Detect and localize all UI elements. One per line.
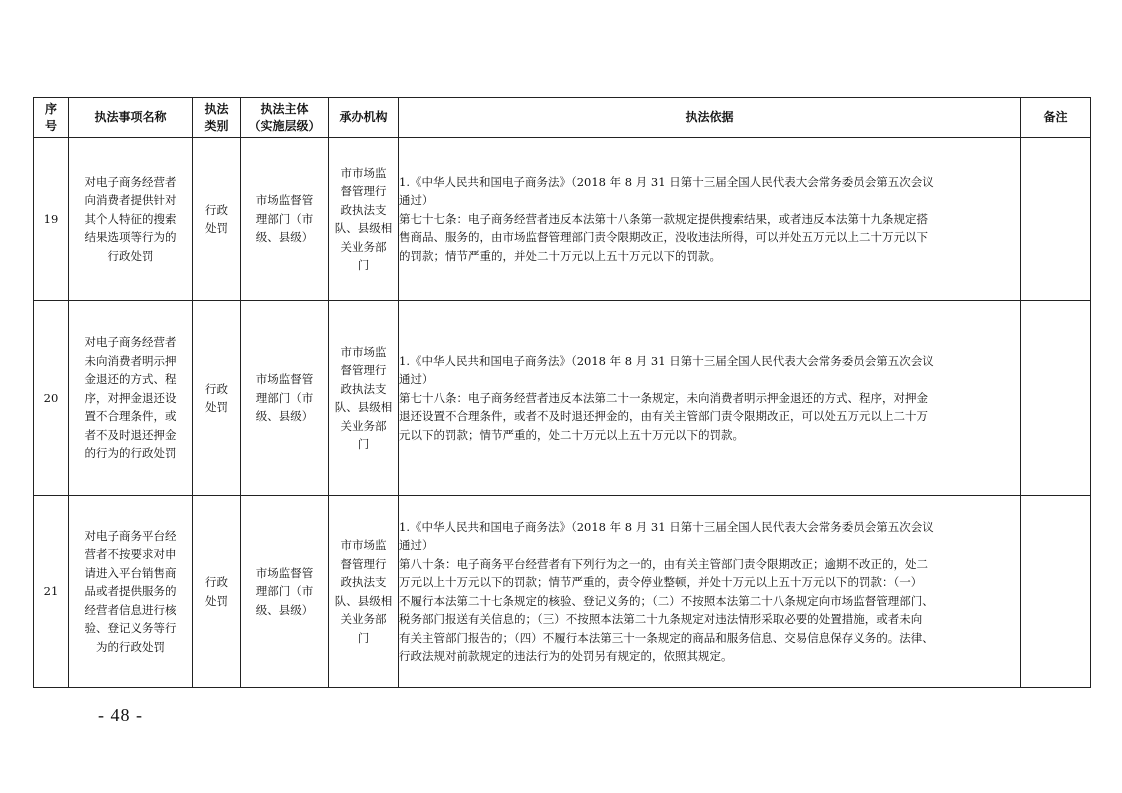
category-cell: 行政 处罚 <box>193 301 241 496</box>
basis-cell: 1.《中华人民共和国电子商务法》（2018 年 8 月 31 日第十三届全国人民代表大会常务委员会第五次会议 通过） 第八十条：电子商务平台经营者有下列行为之一的，由有关主管部门责令限期改正；逾期不改正的，处二 万元以上十万元以下的罚款；情节严重的，责令停业整顿，并处十万元以上五十万元以下的罚款：（一） 不履行本法第二十七条规定的核验、登记义务的；（二）不按照本法第二十八条规定向市场监督管理部门、 税务部门报送有关信息的；（三）不按照本法第二十九条规定对违法情形采取必要的处置措施，或者未向 有关主管部门报告的；（四）不履行本法第三十一条规定的商品和服务信息、交易信息保存义务的。法律、 行政法规对前款规定的违法行为的处罚另有规定的，依照其规定。 <box>399 496 1021 688</box>
row-number: 19 <box>34 138 69 301</box>
remarks-cell <box>1021 301 1091 496</box>
header-no: 序 号 <box>34 98 69 138</box>
item-name-cell: 对电子商务经营者 向消费者提供针对 其个人特征的搜索 结果选项等行为的 行政处罚 <box>69 138 193 301</box>
page-number: - 48 - <box>98 705 143 725</box>
basis-cell: 1.《中华人民共和国电子商务法》（2018 年 8 月 31 日第十三届全国人民代表大会常务委员会第五次会议 通过） 第七十七条：电子商务经营者违反本法第十八条第一款规定提供搜索结果，或者违反本法第十九条规定搭 售商品、服务的，由市场监督管理部门责令限期改正，没收违法所得，可以并处五万元以上二十万元以下 的罚款；情节严重的，并处二十万元以上五十万元以下的罚款。 <box>399 138 1021 301</box>
row-number: 21 <box>34 496 69 688</box>
subject-cell: 市场监督管 理部门（市 级、县级） <box>241 138 329 301</box>
header-item-name: 执法事项名称 <box>69 98 193 138</box>
table-row <box>34 496 1091 688</box>
category-cell: 行政 处罚 <box>193 496 241 688</box>
header-basis: 执法依据 <box>399 98 1021 138</box>
category-cell: 行政 处罚 <box>193 138 241 301</box>
agency-cell: 市市场监 督管理行 政执法支 队、县级相 关业务部 门 <box>329 496 399 688</box>
header-agency: 承办机构 <box>329 98 399 138</box>
basis-cell: 1.《中华人民共和国电子商务法》（2018 年 8 月 31 日第十三届全国人民代表大会常务委员会第五次会议 通过） 第七十八条：电子商务经营者违反本法第二十一条规定，未向消费者明示押金退还的方式、程序，对押金 退还设置不合理条件，或者不及时退还押金的，由有关主管部门责令限期改正，可以处五万元以上二十万 元以下的罚款；情节严重的，处二十万元以上五十万元以下的罚款。 <box>399 301 1021 496</box>
agency-cell: 市市场监 督管理行 政执法支 队、县级相 关业务部 门 <box>329 138 399 301</box>
table-header-row <box>34 98 1091 138</box>
item-name-cell: 对电子商务平台经 营者不按要求对申 请进入平台销售商 品或者提供服务的 经营者信息进行核 验、登记义务等行 为的行政处罚 <box>69 496 193 688</box>
header-subject: 执法主体 （实施层级） <box>241 98 329 138</box>
table-row <box>34 138 1091 301</box>
agency-cell: 市市场监 督管理行 政执法支 队、县级相 关业务部 门 <box>329 301 399 496</box>
item-name-cell: 对电子商务经营者 未向消费者明示押 金退还的方式、程 序，对押金退还设 置不合理条件，或 者不及时退还押金 的行为的行政处罚 <box>69 301 193 496</box>
subject-cell: 市场监督管 理部门（市 级、县级） <box>241 301 329 496</box>
remarks-cell <box>1021 496 1091 688</box>
remarks-cell <box>1021 138 1091 301</box>
table-row <box>34 301 1091 496</box>
header-category: 执法 类别 <box>193 98 241 138</box>
subject-cell: 市场监督管 理部门（市 级、县级） <box>241 496 329 688</box>
row-number: 20 <box>34 301 69 496</box>
header-remarks: 备注 <box>1021 98 1091 138</box>
enforcement-table <box>33 97 1091 688</box>
